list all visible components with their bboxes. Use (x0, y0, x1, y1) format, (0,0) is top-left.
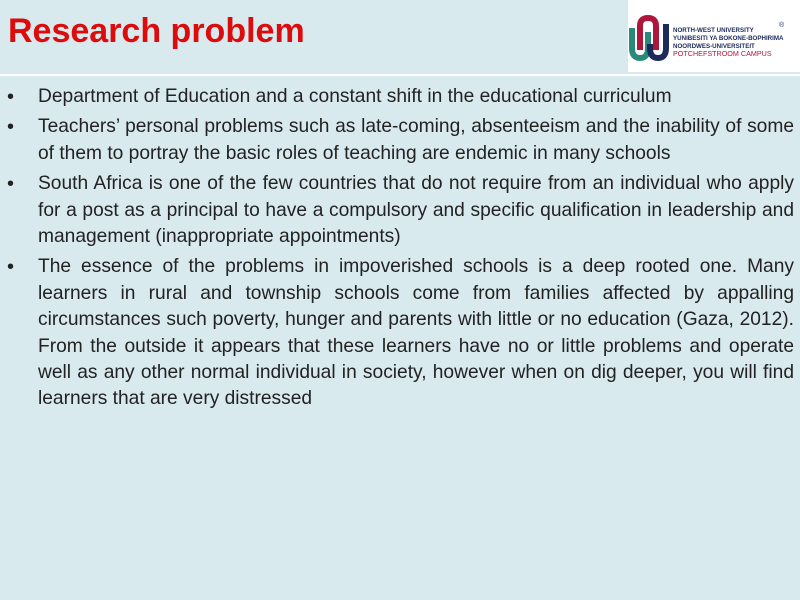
slide-title: Research problem (8, 12, 305, 50)
bullet-item: • Department of Education and a constant shift in the educational curriculum (0, 84, 794, 110)
logo-line: YUNIBESITI YA BOKONE-BOPHIRIMA (673, 34, 784, 42)
bullet-item: • Teachers’ personal problems such as late-coming, absenteeism and the inability of some of them to portray the basic roles of teaching are endemic in many schools (0, 114, 794, 167)
registered-mark: ® (779, 22, 785, 29)
logo-text (673, 27, 783, 58)
logo-line: NORTH-WEST UNIVERSITY (673, 27, 754, 34)
logo-campus: POTCHEFSTROOM CAMPUS (673, 49, 772, 59)
bullet-item: • South Africa is one of the few countries that do not require from an individual who apply for a post as a principal to have a compulsory and specific qualification in leadership and management (inappropriate appointments) (0, 171, 794, 250)
title-divider (0, 74, 800, 76)
bullet-item: • The essence of the problems in impoverished schools is a deep rooted one. Many learners in rural and township schools come from families affected by appalling circumstances such poverty, hunger and parents with little or no education (Gaza, 2012). From the outside it appears that these learners have no or little problems and operate well as any other normal individual in society, however when on dig deeper, you will find learners that are very distressed (0, 254, 794, 412)
nwu-logo-icon (628, 14, 670, 62)
title-bar (0, 0, 628, 72)
university-logo (628, 0, 800, 72)
logo-line: NOORDWES-UNIVERSITEIT (673, 42, 755, 50)
bullet-list (0, 84, 794, 417)
